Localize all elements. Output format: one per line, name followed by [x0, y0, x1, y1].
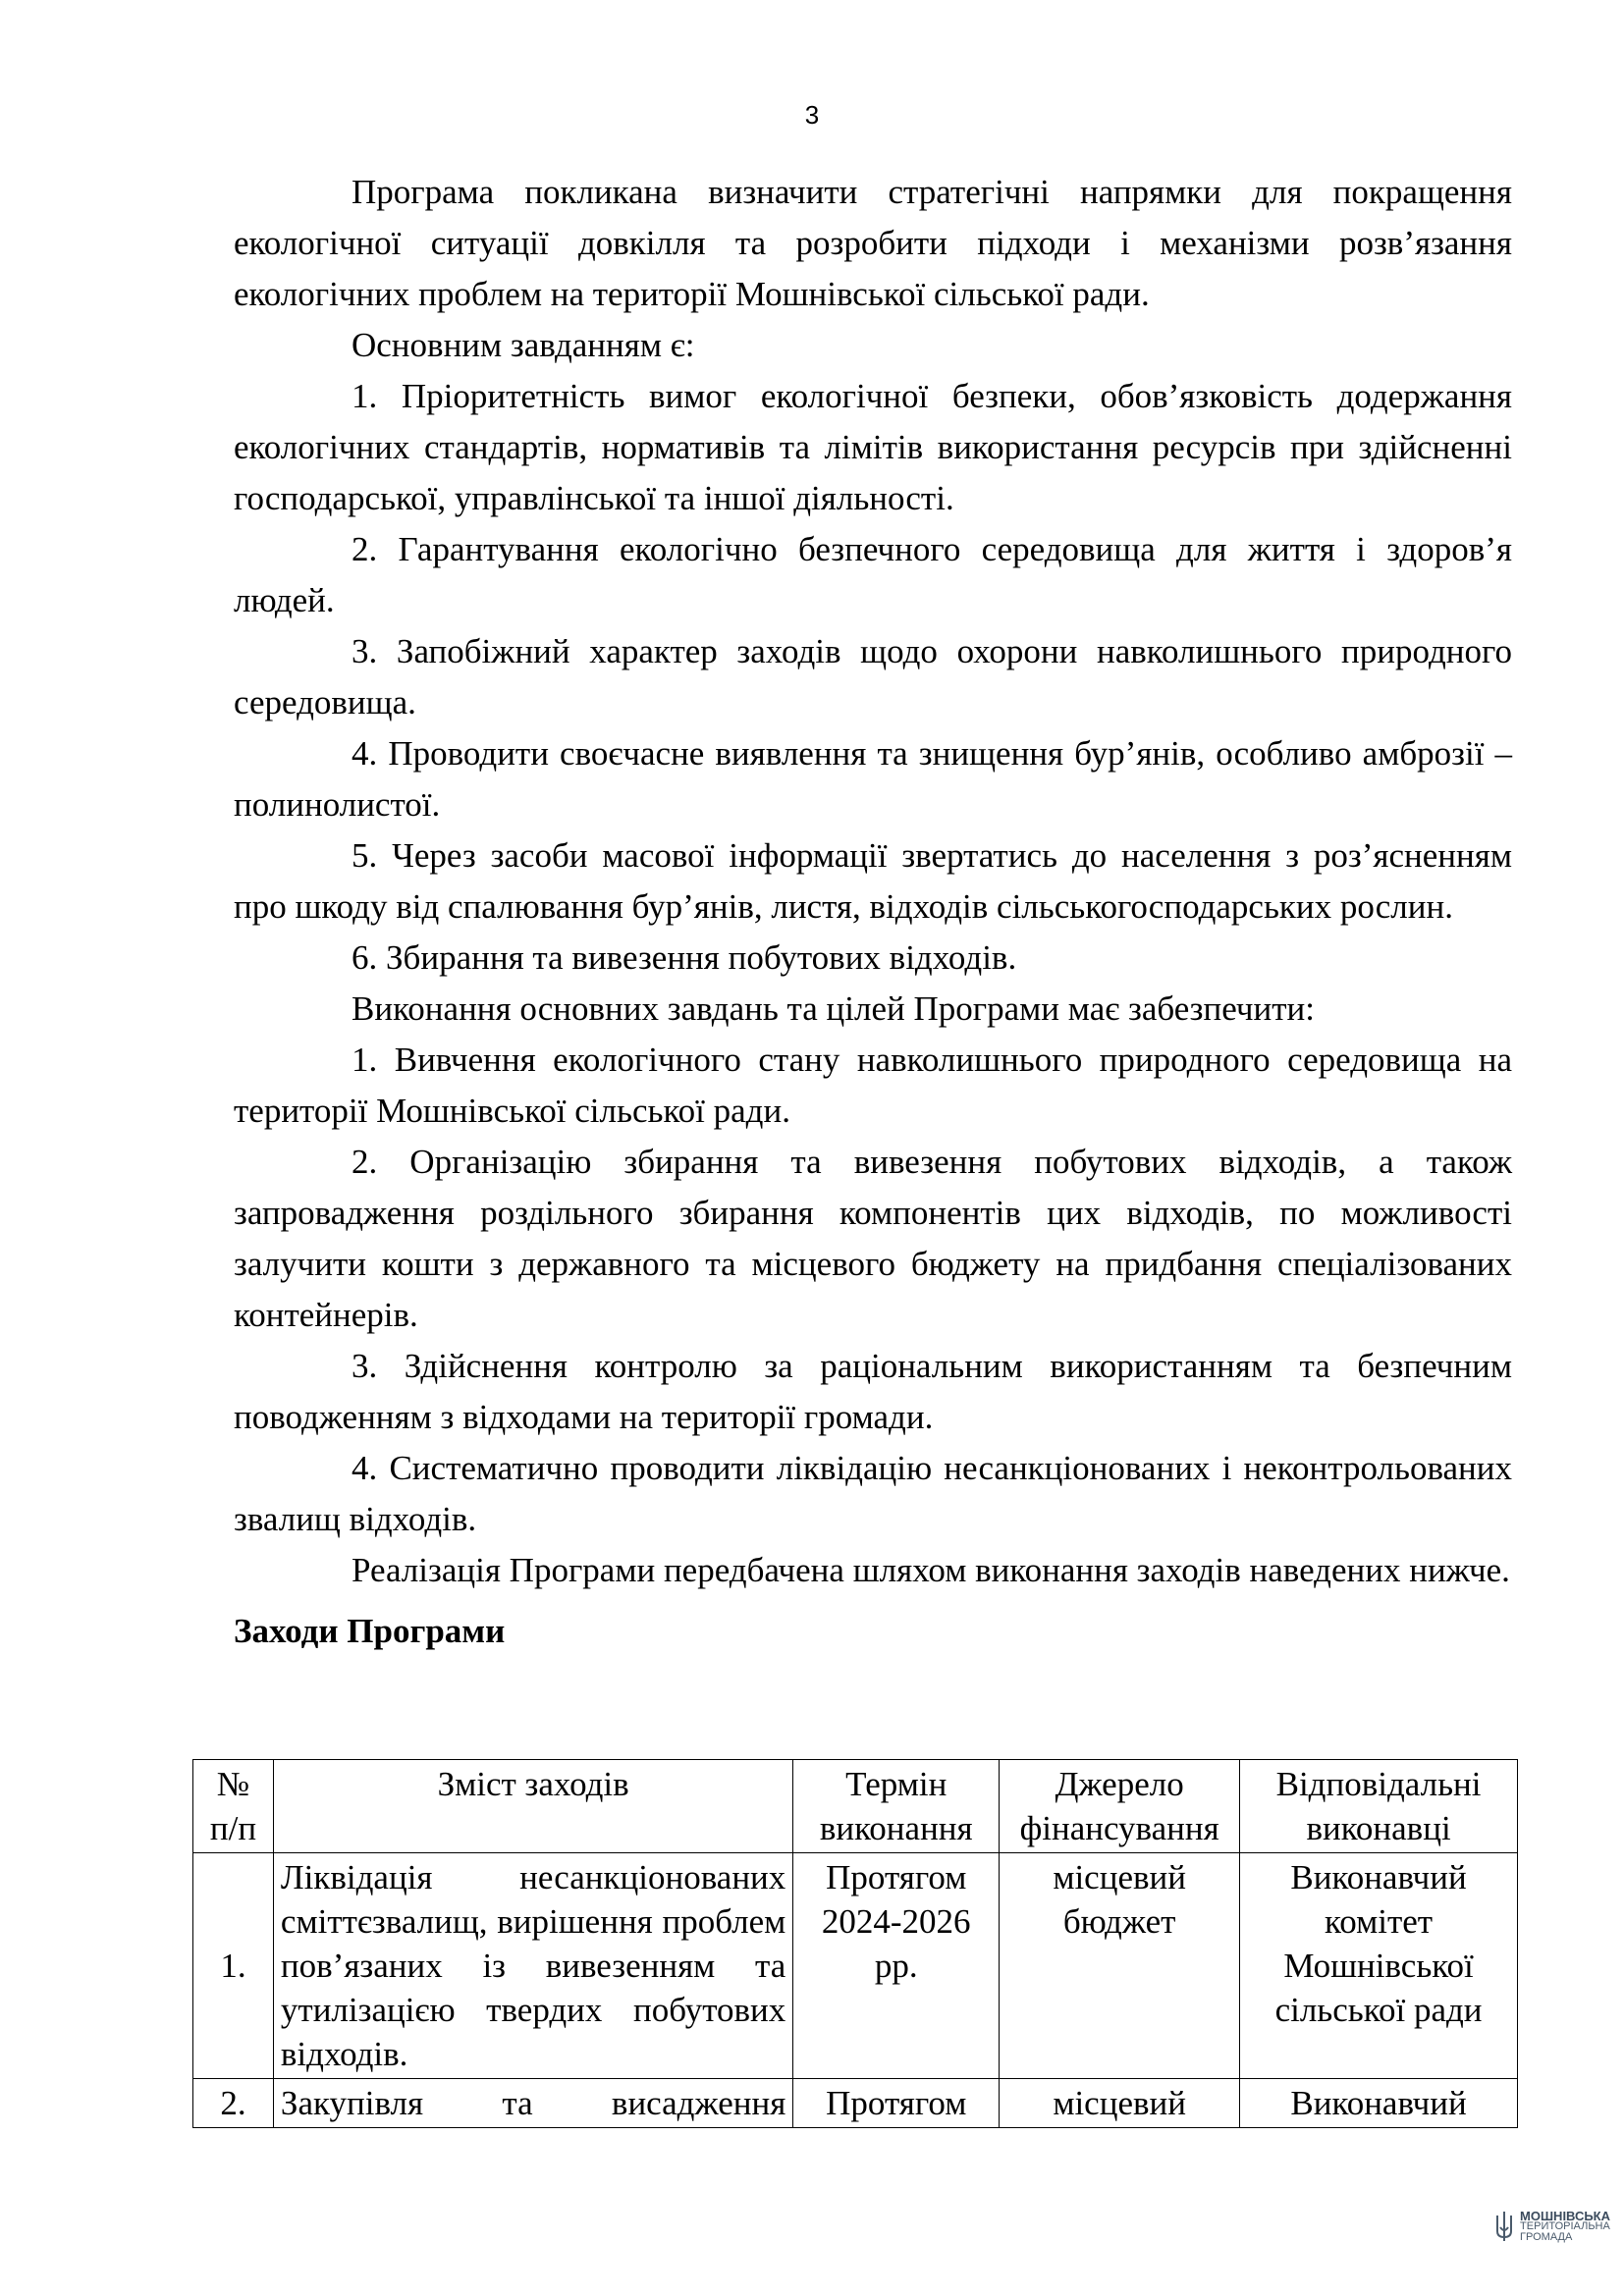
cell-responsible: Виконавчий комітет Мошнівської сільської ради: [1240, 1853, 1518, 2079]
list-item: 2. Організацію збирання та вивезення побутових відходів, а також запровадження роздільного збирання компонентів цих відходів, по можливості залучити кошти з державного та місцевого бюджету на придбання спеціалізованих контейнерів.: [234, 1143, 1512, 1334]
header-source: Джерело фінансування: [1000, 1760, 1240, 1853]
cell-content: Ліквідація несанкціонованих сміттєзвалищ, вирішення проблем пов’язаних із вивезенням та утилізацією твердих побутових відходів.: [273, 1853, 792, 2079]
header-responsible: Відповідальні виконавці: [1240, 1760, 1518, 1853]
list-item: 2. Гарантування екологічно безпечного середовища для життя і здоров’я людей.: [234, 530, 1512, 619]
list-item: 1. Вивчення екологічного стану навколишнього природного середовища на території Мошнівської сільської ради.: [234, 1041, 1512, 1130]
list-item: 4. Проводити своєчасне виявлення та знищення бур’янів, особливо амброзії – полинолистої.: [234, 734, 1512, 824]
paragraph: Виконання основних завдань та цілей Програми має забезпечити:: [352, 989, 1315, 1028]
paragraph: Реалізація Програми передбачена шляхом виконання заходів наведених нижче.: [352, 1551, 1510, 1589]
cell-source: місцевий: [1000, 2079, 1240, 2128]
cell-content: Закупівля та висадження: [273, 2079, 792, 2128]
list-item: 5. Через засоби масової інформації звертатись до населення з роз’ясненням про шкоду від спалювання бур’янів, листя, відходів сільськогосподарських рослин.: [234, 836, 1512, 926]
table-row: [193, 2079, 1518, 2128]
header-term: Термін виконання: [793, 1760, 1000, 1853]
table-row: [193, 1853, 1518, 2079]
list-item: 6. Збирання та вивезення побутових відходів.: [352, 938, 1017, 977]
header-content: Зміст заходів: [273, 1760, 792, 1853]
table-header-row: [193, 1760, 1518, 1853]
logo-line-3: ГРОМАДА: [1520, 2230, 1573, 2243]
cell-source: місцевий бюджет: [1000, 1853, 1240, 2079]
cell-number: 2.: [193, 2079, 274, 2128]
list-item: 4. Систематично проводити ліквідацію несанкціонованих і неконтрольованих звалищ відходів.: [234, 1449, 1512, 1538]
list-item: 1. Пріоритетність вимог екологічної безпеки, обов’язковість додержання екологічних стандартів, нормативів та лімітів використання ресурсів при здійсненні господарської, управлінської та іншої діяльності.: [234, 377, 1512, 517]
paragraph: Програма покликана визначити стратегічні напрямки для покращення екологічної ситуації довкілля та розробити підходи і механізми розв’язання екологічних проблем на території Мошнівської сільської ради.: [234, 173, 1512, 313]
paragraph: Основним завданням є:: [352, 326, 695, 364]
list-item: 3. Здійснення контролю за раціональним використанням та безпечним поводженням з відходами на території громади.: [234, 1347, 1512, 1436]
cell-term: Протягом 2024-2026 рр.: [793, 1853, 1000, 2079]
cell-responsible: Виконавчий: [1240, 2079, 1518, 2128]
trident-icon: [1494, 2210, 1514, 2243]
list-item: 3. Запобіжний характер заходів щодо охорони навколишнього природного середовища.: [234, 632, 1512, 721]
header-number: № п/п: [193, 1760, 274, 1853]
cell-number: 1.: [193, 1853, 274, 2079]
document-body: [234, 167, 1512, 1665]
logo-line-1: МОШНІВСЬКА: [1520, 2208, 1610, 2223]
measures-table: [192, 1759, 1518, 2128]
page-number: 3: [804, 100, 820, 130]
table-heading: Заходи Програми: [234, 1612, 506, 1650]
cell-term: Протягом: [793, 2079, 1000, 2128]
community-logo: [1494, 2210, 1610, 2243]
logo-line-2: ТЕРИТОРІАЛЬНА: [1520, 2219, 1610, 2232]
